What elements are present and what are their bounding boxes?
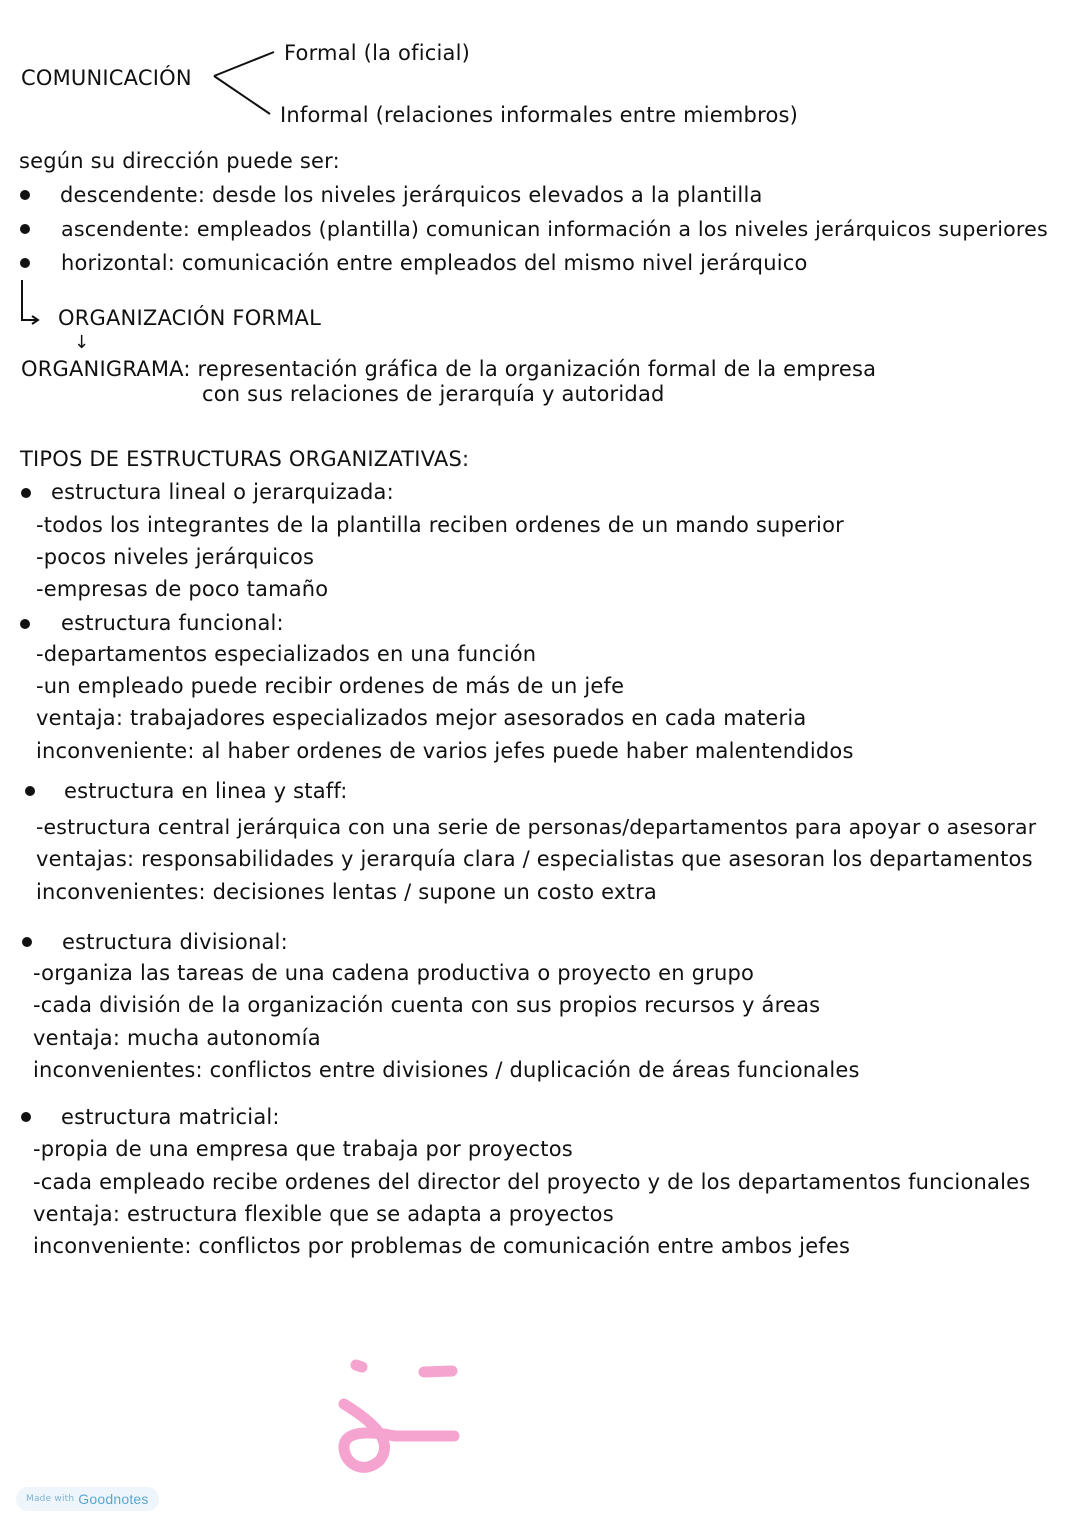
down-arrow-icon: ↓ — [74, 332, 90, 353]
goodnotes-brand: Goodnotes — [78, 1491, 149, 1507]
structure-line: -pocos niveles jerárquicos — [36, 545, 315, 569]
structure-line: -cada empleado recibe ordenes del director del proyecto y de los departamentos funcionales — [33, 1170, 1031, 1194]
structure-line: ventaja: trabajadores especializados mejor asesorados en cada materia — [36, 706, 807, 730]
direction-item-horizontal: horizontal: comunicación entre empleados del mismo nivel jerárquico — [61, 251, 808, 275]
structure-heading-divisional: estructura divisional: — [62, 930, 288, 954]
structure-line: inconvenientes: decisiones lentas / supone un costo extra — [36, 880, 657, 904]
made-with-label: Made with — [26, 1494, 75, 1504]
structure-heading-staff: estructura en linea y staff: — [64, 779, 348, 803]
organizacion-formal-label: ORGANIZACIÓN FORMAL — [58, 306, 321, 330]
structure-line: -empresas de poco tamaño — [36, 577, 329, 601]
structure-line: inconveniente: al haber ordenes de varios jefes puede haber malentendidos — [36, 739, 854, 763]
structure-heading-funcional: estructura funcional: — [61, 611, 284, 635]
communication-title: COMUNICACIÓN — [21, 66, 192, 90]
direction-item-descendente: descendente: desde los niveles jerárquicos elevados a la plantilla — [60, 183, 763, 207]
structure-line: ventajas: responsabilidades y jerarquía clara / especialistas que asesoran los departamentos — [36, 847, 1033, 871]
structure-heading-lineal: estructura lineal o jerarquizada: — [51, 480, 394, 504]
structure-line: -estructura central jerárquica con una serie de personas/departamentos para apoyar o asesorar — [36, 815, 1037, 839]
structure-line: -un empleado puede recibir ordenes de más de un jefe — [36, 674, 625, 698]
goodnotes-badge — [16, 1487, 159, 1511]
structure-line: ventaja: estructura flexible que se adapta a proyectos — [33, 1202, 614, 1226]
structure-line: -todos los integrantes de la plantilla reciben ordenes de un mando superior — [36, 513, 844, 537]
direction-item-ascendente: ascendente: empleados (plantilla) comunican información a los niveles jerárquicos superiores — [61, 217, 1048, 241]
structures-title: TIPOS DE ESTRUCTURAS ORGANIZATIVAS: — [20, 447, 470, 471]
organigrama-definition-line1: ORGANIGRAMA: representación gráfica de la organización formal de la empresa — [21, 357, 877, 381]
structure-line: inconvenientes: conflictos entre divisiones / duplicación de áreas funcionales — [33, 1058, 860, 1082]
structure-line: -propia de una empresa que trabaja por proyectos — [33, 1137, 573, 1161]
direction-intro: según su dirección puede ser: — [19, 149, 340, 173]
structure-heading-matricial: estructura matricial: — [61, 1105, 280, 1129]
structure-line: -organiza las tareas de una cadena productiva o proyecto en grupo — [33, 961, 755, 985]
structure-line: inconveniente: conflictos por problemas de comunicación entre ambos jefes — [33, 1234, 851, 1258]
structure-line: -cada división de la organización cuenta con sus propios recursos y áreas — [33, 993, 821, 1017]
structure-line: ventaja: mucha autonomía — [33, 1026, 321, 1050]
organigrama-definition-line2: con sus relaciones de jerarquía y autoridad — [202, 382, 665, 406]
formal-branch-label: Formal (la oficial) — [284, 41, 471, 65]
informal-branch-label: Informal (relaciones informales entre miembros) — [280, 103, 799, 127]
structure-line: -departamentos especializados en una función — [36, 642, 537, 666]
